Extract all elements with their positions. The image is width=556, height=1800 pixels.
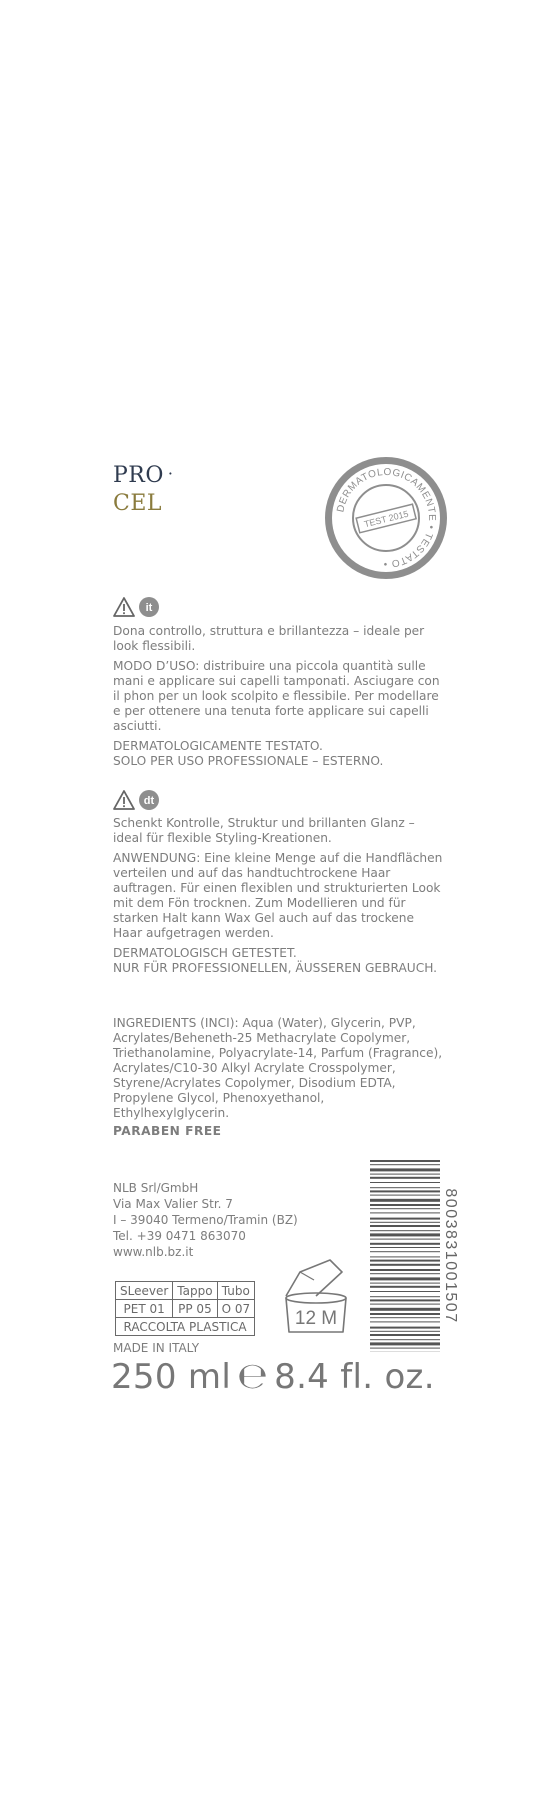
barcode-bar <box>370 1331 440 1332</box>
company-web: www.nlb.bz.it <box>113 1245 194 1259</box>
it-badge: it <box>145 602 153 614</box>
dt-usage: ANWENDUNG: Eine kleine Menge auf die Handflächen verteilen und auf das handtuchtrockene Haar auftragen. Für einen flexiblen und strukturierten Look mit dem Fön trocknen. Zum Modellieren und für starken Halt kann Wax Gel auch auf das trockene Haar aufgetragen werden. <box>113 851 443 940</box>
volume-ml: 250 ml <box>111 1357 232 1397</box>
recycling-footer-row <box>116 1318 255 1336</box>
barcode-bar <box>370 1212 440 1213</box>
barcode-bar <box>370 1251 440 1252</box>
barcode-bar <box>370 1339 440 1340</box>
barcode-bar <box>370 1233 440 1236</box>
recycling-table <box>115 1281 255 1336</box>
dt-professional: NUR FÜR PROFESSIONELLEN, ÄUSSEREN GEBRAUCH. <box>113 961 438 975</box>
barcode-number: 8003831001507 <box>442 1188 459 1324</box>
dt-badge: dt <box>143 795 155 807</box>
recycling-header: Tubo <box>217 1282 255 1300</box>
brand-dot: · <box>167 464 174 483</box>
barcode-bar <box>370 1225 440 1227</box>
barcode-bars <box>370 1160 440 1352</box>
recycling-header: SLeever <box>116 1282 173 1300</box>
barcode-bar <box>370 1286 440 1288</box>
dt-intro: Schenkt Kontrolle, Struktur und brillanten Glanz – ideal für flexible Styling-Kreationen. <box>113 816 415 845</box>
dt-tested: DERMATOLOGISCH GETESTET. <box>113 946 297 960</box>
barcode-bar <box>370 1160 440 1162</box>
recycling-header: Tappo <box>173 1282 217 1300</box>
barcode-bar <box>370 1260 440 1262</box>
barcode-bar <box>370 1218 440 1220</box>
barcode-bar <box>370 1277 440 1280</box>
barcode-bar <box>370 1174 440 1175</box>
recycling-code: PP 05 <box>173 1300 217 1318</box>
brand-logo <box>113 460 174 518</box>
barcode-bar <box>370 1187 440 1188</box>
recycling-code: O 07 <box>217 1300 255 1318</box>
company-address <box>113 1180 298 1260</box>
pao-label: 12 M <box>294 1308 338 1329</box>
brand-line1: PRO <box>113 463 164 488</box>
barcode-bar <box>370 1204 440 1206</box>
barcode-bar <box>370 1164 440 1165</box>
barcode-bar <box>370 1273 440 1274</box>
barcode-bar <box>370 1317 440 1318</box>
barcode-bar <box>370 1230 440 1231</box>
barcode-bar <box>370 1291 440 1292</box>
barcode-bar <box>370 1243 440 1245</box>
barcode-bar <box>370 1182 440 1183</box>
barcode-bar <box>370 1296 440 1297</box>
company-tel: Tel. +39 0471 863070 <box>113 1229 246 1243</box>
ingredients-block <box>113 1016 443 1144</box>
barcode-bar <box>370 1264 440 1266</box>
warning-icon <box>113 789 161 811</box>
it-text-block <box>113 624 443 774</box>
open-jar-icon <box>280 1258 348 1338</box>
dermatologically-tested-seal <box>323 455 449 581</box>
barcode-bar <box>370 1222 440 1223</box>
seal-year: TEST 2015 <box>363 508 410 530</box>
barcode-bar <box>370 1195 440 1196</box>
volume-oz: 8.4 fl. oz. <box>274 1357 435 1397</box>
barcode-bar <box>370 1308 440 1311</box>
recycling-code: PET 01 <box>116 1300 173 1318</box>
company-street: Via Max Valier Str. 7 <box>113 1197 233 1211</box>
recycling-footer: RACCOLTA PLASTICA <box>116 1318 255 1336</box>
it-warning-header <box>113 596 161 622</box>
it-intro: Dona controllo, struttura e brillantezza – ideale per look flessibili. <box>113 624 425 653</box>
barcode-bar <box>370 1299 440 1301</box>
barcode-bar <box>370 1313 440 1315</box>
ingredients-text: INGREDIENTS (INCI): Aqua (Water), Glycerin, PVP, Acrylates/Beheneth-25 Methacrylate Copolymer, Triethanolamine, Polyacrylate-14, Parfum (Fragrance), Acrylates/C10-30 Alkyl Acrylate Crosspolymer, Styrene/Acrylates Copolymer, Disodium EDTA, Propylene Glycol, Phenoxyethanol, Ethylhexylglycerin. <box>113 1016 443 1120</box>
barcode-bar <box>370 1177 440 1179</box>
barcode-bar <box>370 1269 440 1271</box>
seal-ring-text: DERMATOLOGICAMENTE • TESTATO • <box>335 466 438 570</box>
barcode-bar <box>370 1321 440 1322</box>
recycling-header-row <box>116 1282 255 1300</box>
recycling-code-row <box>116 1300 255 1318</box>
it-tested: DERMATOLOGICAMENTE TESTATO. <box>113 739 323 753</box>
barcode-bar <box>370 1239 440 1240</box>
company-name: NLB Srl/GmbH <box>113 1181 199 1195</box>
barcode-bar <box>370 1334 440 1336</box>
barcode-bar <box>370 1199 440 1202</box>
volume-line <box>111 1356 435 1397</box>
made-in: MADE IN ITALY <box>113 1341 200 1355</box>
barcode-bar <box>370 1208 440 1209</box>
dt-warning-header <box>113 789 161 815</box>
it-professional: SOLO PER USO PROFESSIONALE – ESTERNO. <box>113 754 384 768</box>
barcode-number-wrap <box>442 1160 458 1352</box>
barcode-bar <box>370 1348 440 1349</box>
dt-text-block <box>113 816 443 981</box>
barcode-bar <box>370 1283 440 1284</box>
barcode <box>370 1160 460 1352</box>
barcode-bar <box>370 1304 440 1305</box>
barcode-bar <box>370 1256 440 1257</box>
barcode-bar <box>370 1327 440 1329</box>
it-usage: MODO D’USO: distribuire una piccola quantità sulle mani e applicare sui capelli tamponati. Asciugare con il phon per un look scolpito e flessibile. Per modellare e per ottenere una tenuta forte applicare sui capelli asciutti. <box>113 659 440 733</box>
paraben-free: PARABEN FREE <box>113 1124 222 1138</box>
barcode-bar <box>370 1342 440 1345</box>
company-city: I – 39040 Termeno/Tramin (BZ) <box>113 1213 298 1227</box>
brand-line2: CEL <box>113 491 163 516</box>
warning-icon <box>113 596 161 618</box>
barcode-bar <box>370 1168 440 1171</box>
barcode-bar <box>370 1190 440 1192</box>
estimated-sign-icon: ℮ <box>237 1356 269 1397</box>
barcode-bar <box>370 1247 440 1248</box>
